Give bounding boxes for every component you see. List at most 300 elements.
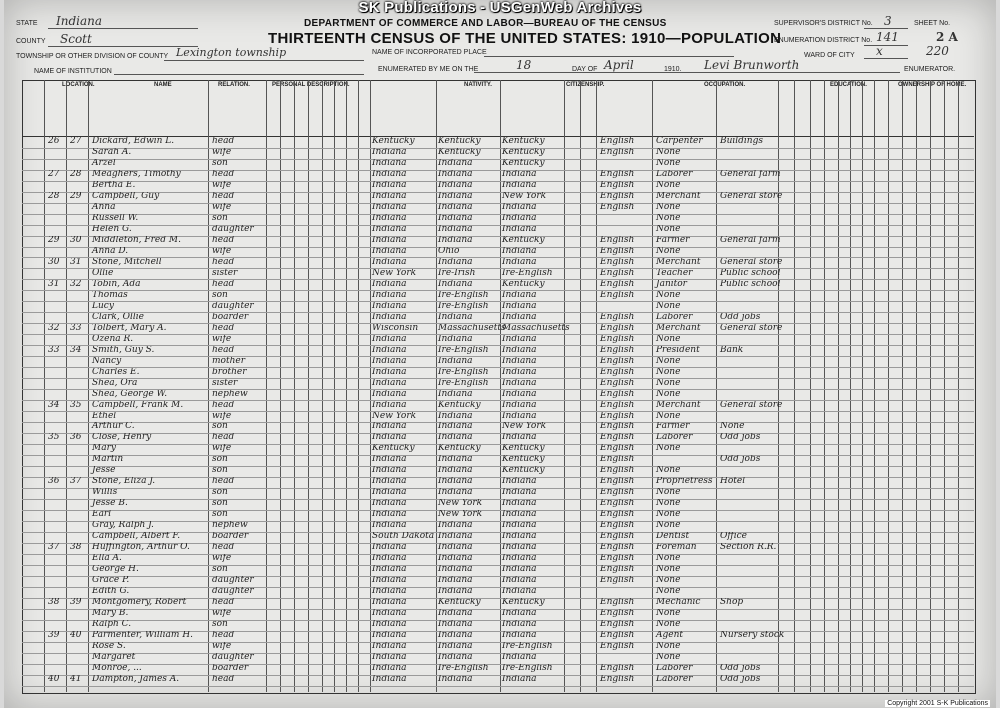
occupation: Agent bbox=[656, 631, 683, 641]
occupation: Laborer bbox=[656, 312, 693, 322]
enumerator-name: Levi Brunworth bbox=[704, 58, 800, 72]
occupation: Merchant bbox=[656, 400, 701, 410]
birthplace: Indiana bbox=[372, 345, 407, 355]
relation: head bbox=[212, 323, 235, 333]
occupation: None bbox=[656, 367, 681, 377]
father-birthplace: New York bbox=[438, 510, 483, 520]
person-name: Arthur C. bbox=[92, 422, 135, 432]
occupation: Merchant bbox=[656, 257, 701, 267]
dwelling-number: 36 bbox=[48, 477, 60, 487]
occupation: Merchant bbox=[656, 323, 701, 333]
table-row bbox=[22, 324, 974, 336]
language: English bbox=[600, 664, 635, 674]
mother-birthplace: Kentucky bbox=[502, 279, 545, 289]
birthplace: Indiana bbox=[372, 400, 407, 410]
mother-birthplace: Indiana bbox=[502, 532, 537, 542]
occupation: Merchant bbox=[656, 191, 701, 201]
occupation: Farmer bbox=[656, 235, 690, 245]
occupation: Teacher bbox=[656, 268, 693, 278]
industry: Odd jobs bbox=[720, 455, 761, 465]
industry: Nursery stock bbox=[720, 631, 785, 641]
language: English bbox=[600, 532, 635, 542]
father-birthplace: Kentucky bbox=[438, 400, 481, 410]
person-name: Thomas bbox=[92, 290, 128, 300]
father-birthplace: Ohio bbox=[438, 246, 460, 256]
occupation: None bbox=[656, 620, 681, 630]
relation: wife bbox=[212, 246, 232, 256]
family-number: 34 bbox=[70, 345, 82, 355]
industry: Buildings bbox=[720, 137, 763, 146]
mother-birthplace: Indiana bbox=[502, 609, 537, 619]
relation: head bbox=[212, 169, 235, 179]
mother-birthplace: Indiana bbox=[502, 378, 537, 388]
person-name: Mary B. bbox=[92, 609, 129, 619]
person-name: Jesse bbox=[92, 466, 116, 476]
birthplace: Wisconsin bbox=[372, 323, 419, 333]
family-number: 32 bbox=[70, 279, 82, 289]
occupation: None bbox=[656, 180, 681, 190]
industry: General farm bbox=[720, 235, 781, 245]
table-row bbox=[22, 422, 974, 434]
table-row bbox=[22, 664, 974, 676]
county-value: Scott bbox=[60, 32, 92, 46]
person-name: Shea, George W. bbox=[92, 389, 168, 399]
occupation: None bbox=[656, 334, 681, 344]
relation: head bbox=[212, 543, 235, 553]
occupation: None bbox=[656, 147, 681, 157]
township-label: TOWNSHIP OR OTHER DIVISION OF COUNTY bbox=[16, 53, 169, 60]
family-number: 37 bbox=[70, 477, 82, 487]
table-row bbox=[22, 247, 974, 259]
institution-label: NAME OF INSTITUTION bbox=[34, 68, 112, 75]
birthplace: Indiana bbox=[372, 312, 407, 322]
table-row bbox=[22, 236, 974, 248]
family-number: 28 bbox=[70, 169, 82, 179]
father-birthplace: Ire-Irish bbox=[438, 268, 476, 278]
father-birthplace: Massachusetts bbox=[438, 323, 506, 333]
person-name: Anna D. bbox=[92, 246, 129, 256]
birthplace: Indiana bbox=[372, 389, 407, 399]
language: English bbox=[600, 543, 635, 553]
dwelling-number: 39 bbox=[48, 631, 60, 641]
person-name: Shea, Ora bbox=[92, 378, 138, 388]
table-row bbox=[22, 653, 974, 665]
language: English bbox=[600, 169, 635, 179]
table-row bbox=[22, 598, 974, 610]
birthplace: Indiana bbox=[372, 290, 407, 300]
person-name: Clark, Ollie bbox=[92, 312, 144, 322]
father-birthplace: Indiana bbox=[438, 642, 473, 652]
person-name: Montgomery, Robert bbox=[92, 598, 187, 608]
table-row bbox=[22, 401, 974, 413]
person-name: Stone, Eliza J. bbox=[92, 477, 156, 487]
language: English bbox=[600, 642, 635, 652]
relation: son bbox=[212, 290, 228, 300]
table-row bbox=[22, 192, 974, 204]
table-row bbox=[22, 488, 974, 500]
relation: nephew bbox=[212, 389, 248, 399]
relation: wife bbox=[212, 444, 232, 454]
person-name: Tolbert, Mary A. bbox=[92, 323, 167, 333]
occupation: None bbox=[656, 499, 681, 509]
birthplace: Indiana bbox=[372, 466, 407, 476]
person-name: Campbell, Albert F. bbox=[92, 532, 181, 542]
birthplace: Indiana bbox=[372, 334, 407, 344]
birthplace: Indiana bbox=[372, 202, 407, 212]
occupation: None bbox=[656, 488, 681, 498]
group-name: NAME bbox=[154, 82, 172, 88]
person-name: Ella A. bbox=[92, 554, 122, 564]
year-label: 1910. bbox=[664, 66, 682, 73]
mother-birthplace: Indiana bbox=[502, 488, 537, 498]
mother-birthplace: Indiana bbox=[502, 499, 537, 509]
person-name: Margaret bbox=[92, 653, 136, 663]
table-row bbox=[22, 214, 974, 226]
occupation: Farmer bbox=[656, 422, 690, 432]
language: English bbox=[600, 268, 635, 278]
family-number: 31 bbox=[70, 257, 82, 267]
enumerated-month: April bbox=[604, 58, 634, 72]
ed-label: ENUMERATION DISTRICT No. bbox=[774, 37, 873, 44]
industry: General store bbox=[720, 323, 783, 333]
dwelling-number: 38 bbox=[48, 598, 60, 608]
table-row bbox=[22, 258, 974, 270]
language: English bbox=[600, 191, 635, 201]
language: English bbox=[600, 422, 635, 432]
person-name: Campbell, Guy bbox=[92, 191, 160, 201]
mother-birthplace: Indiana bbox=[502, 213, 537, 223]
family-number: 30 bbox=[70, 235, 82, 245]
father-birthplace: Indiana bbox=[438, 422, 473, 432]
father-birthplace: Indiana bbox=[438, 554, 473, 564]
father-birthplace: Indiana bbox=[438, 191, 473, 201]
language: English bbox=[600, 488, 635, 498]
mother-birthplace: Kentucky bbox=[502, 598, 545, 608]
supervisor-value: 3 bbox=[884, 14, 892, 28]
table-row bbox=[22, 499, 974, 511]
dwelling-number: 34 bbox=[48, 400, 60, 410]
language: English bbox=[600, 444, 635, 454]
mother-birthplace: Indiana bbox=[502, 521, 537, 531]
relation: head bbox=[212, 433, 235, 443]
sheet-label: SHEET No. bbox=[914, 20, 951, 27]
birthplace: Indiana bbox=[372, 180, 407, 190]
birthplace: Indiana bbox=[372, 499, 407, 509]
mother-birthplace: Indiana bbox=[502, 543, 537, 553]
occupation: None bbox=[656, 158, 681, 168]
language: English bbox=[600, 323, 635, 333]
occupation: None bbox=[656, 510, 681, 520]
birthplace: Indiana bbox=[372, 609, 407, 619]
relation: head bbox=[212, 477, 235, 487]
mother-birthplace: Kentucky bbox=[502, 444, 545, 454]
table-row bbox=[22, 477, 974, 489]
mother-birthplace: Indiana bbox=[502, 246, 537, 256]
relation: head bbox=[212, 598, 235, 608]
father-birthplace: Indiana bbox=[438, 411, 473, 421]
father-birthplace: Indiana bbox=[438, 169, 473, 179]
occupation: Carpenter bbox=[656, 137, 703, 146]
occupation: None bbox=[656, 444, 681, 454]
state-label: STATE bbox=[16, 20, 38, 27]
language: English bbox=[600, 257, 635, 267]
table-row bbox=[22, 225, 974, 237]
person-name: Mary bbox=[92, 444, 116, 454]
father-birthplace: Indiana bbox=[438, 466, 473, 476]
person-name: Martin bbox=[92, 455, 124, 465]
language: English bbox=[600, 246, 635, 256]
father-birthplace: Indiana bbox=[438, 455, 473, 465]
dwelling-number: 31 bbox=[48, 279, 60, 289]
family-number: 41 bbox=[70, 675, 82, 685]
table-row bbox=[22, 159, 974, 171]
father-birthplace: New York bbox=[438, 499, 483, 509]
father-birthplace: Indiana bbox=[438, 334, 473, 344]
enumerated-day: 18 bbox=[516, 58, 532, 72]
occupation: None bbox=[656, 290, 681, 300]
relation: head bbox=[212, 675, 235, 685]
relation: wife bbox=[212, 180, 232, 190]
relation: boarder bbox=[212, 664, 249, 674]
relation: daughter bbox=[212, 576, 254, 586]
mother-birthplace: Kentucky bbox=[502, 235, 545, 245]
person-name: Tobin, Ada bbox=[92, 279, 141, 289]
father-birthplace: Indiana bbox=[438, 653, 473, 663]
mother-birthplace: Indiana bbox=[502, 301, 537, 311]
birthplace: Indiana bbox=[372, 675, 407, 685]
person-name: Willis bbox=[92, 488, 118, 498]
birthplace: New York bbox=[372, 411, 417, 421]
column-headers bbox=[22, 80, 974, 137]
language: English bbox=[600, 565, 635, 575]
birthplace: Indiana bbox=[372, 488, 407, 498]
group-ownership: OWNERSHIP OF HOME. bbox=[898, 82, 967, 88]
occupation: Foreman bbox=[656, 543, 697, 553]
mother-birthplace: Indiana bbox=[502, 367, 537, 377]
birthplace: Indiana bbox=[372, 279, 407, 289]
birthplace: Indiana bbox=[372, 224, 407, 234]
occupation: None bbox=[656, 565, 681, 575]
occupation: Laborer bbox=[656, 433, 693, 443]
occupation: None bbox=[656, 609, 681, 619]
family-number: 36 bbox=[70, 433, 82, 443]
relation: son bbox=[212, 422, 228, 432]
table-row bbox=[22, 302, 974, 314]
occupation: None bbox=[656, 389, 681, 399]
language: English bbox=[600, 433, 635, 443]
industry: General store bbox=[720, 400, 783, 410]
mother-birthplace: Ire-English bbox=[502, 268, 553, 278]
group-personal: PERSONAL DESCRIPTION. bbox=[272, 82, 350, 88]
ward-label: WARD OF CITY bbox=[804, 52, 855, 59]
language: English bbox=[600, 609, 635, 619]
birthplace: Indiana bbox=[372, 664, 407, 674]
father-birthplace: Kentucky bbox=[438, 147, 481, 157]
family-number: 38 bbox=[70, 543, 82, 553]
mother-birthplace: Indiana bbox=[502, 631, 537, 641]
birthplace: Indiana bbox=[372, 367, 407, 377]
father-birthplace: Indiana bbox=[438, 543, 473, 553]
table-row bbox=[22, 620, 974, 632]
occupation: None bbox=[656, 642, 681, 652]
group-occupation: OCCUPATION. bbox=[704, 82, 746, 88]
dwelling-number: 35 bbox=[48, 433, 60, 443]
table-row bbox=[22, 587, 974, 599]
relation: son bbox=[212, 499, 228, 509]
relation: wife bbox=[212, 642, 232, 652]
relation: son bbox=[212, 488, 228, 498]
table-row bbox=[22, 510, 974, 522]
family-number: 39 bbox=[70, 598, 82, 608]
person-name: Ralph C. bbox=[92, 620, 132, 630]
table-row bbox=[22, 642, 974, 654]
father-birthplace: Kentucky bbox=[438, 444, 481, 454]
relation: wife bbox=[212, 609, 232, 619]
relation: son bbox=[212, 158, 228, 168]
occupation: None bbox=[656, 653, 681, 663]
relation: son bbox=[212, 565, 228, 575]
mother-birthplace: Indiana bbox=[502, 554, 537, 564]
census-title: THIRTEENTH CENSUS OF THE UNITED STATES: 1910—POPULATION bbox=[268, 30, 782, 47]
birthplace: Indiana bbox=[372, 257, 407, 267]
relation: head bbox=[212, 137, 235, 146]
group-relation: RELATION. bbox=[218, 82, 250, 88]
table-row bbox=[22, 137, 974, 149]
mother-birthplace: Kentucky bbox=[502, 158, 545, 168]
relation: head bbox=[212, 257, 235, 267]
relation: boarder bbox=[212, 312, 249, 322]
language: English bbox=[600, 312, 635, 322]
father-birthplace: Indiana bbox=[438, 576, 473, 586]
person-name: Smith, Guy S. bbox=[92, 345, 155, 355]
relation: brother bbox=[212, 367, 247, 377]
language: English bbox=[600, 554, 635, 564]
birthplace: Indiana bbox=[372, 620, 407, 630]
table-row bbox=[22, 576, 974, 588]
occupation: Dentist bbox=[656, 532, 690, 542]
father-birthplace: Indiana bbox=[438, 389, 473, 399]
father-birthplace: Indiana bbox=[438, 609, 473, 619]
county-label: COUNTY bbox=[16, 38, 46, 45]
birthplace: Indiana bbox=[372, 598, 407, 608]
language: English bbox=[600, 290, 635, 300]
language: English bbox=[600, 137, 635, 146]
table-row bbox=[22, 521, 974, 533]
table-row bbox=[22, 390, 974, 402]
table-row bbox=[22, 269, 974, 281]
language: English bbox=[600, 356, 635, 366]
relation: head bbox=[212, 631, 235, 641]
language: English bbox=[600, 235, 635, 245]
person-name: Helen G. bbox=[92, 224, 132, 234]
industry: General store bbox=[720, 257, 783, 267]
state-value: Indiana bbox=[56, 14, 103, 28]
father-birthplace: Ire-English bbox=[438, 367, 489, 377]
birthplace: Indiana bbox=[372, 147, 407, 157]
mother-birthplace: Indiana bbox=[502, 224, 537, 234]
occupation: None bbox=[656, 576, 681, 586]
language: English bbox=[600, 598, 635, 608]
person-name: Arzel bbox=[92, 158, 116, 168]
mother-birthplace: Ire-English bbox=[502, 664, 553, 674]
father-birthplace: Indiana bbox=[438, 279, 473, 289]
mother-birthplace: Indiana bbox=[502, 510, 537, 520]
mother-birthplace: Indiana bbox=[502, 675, 537, 685]
birthplace: Indiana bbox=[372, 378, 407, 388]
person-name: Grace P. bbox=[92, 576, 130, 586]
mother-birthplace: Indiana bbox=[502, 587, 537, 597]
table-row bbox=[22, 466, 974, 478]
father-birthplace: Indiana bbox=[438, 532, 473, 542]
person-name: Dickard, Edwin L. bbox=[92, 137, 175, 146]
relation: son bbox=[212, 455, 228, 465]
father-birthplace: Ire-English bbox=[438, 290, 489, 300]
birthplace: Indiana bbox=[372, 543, 407, 553]
dwelling-number: 32 bbox=[48, 323, 60, 333]
industry: Odd jobs bbox=[720, 312, 761, 322]
birthplace: Indiana bbox=[372, 587, 407, 597]
occupation: President bbox=[656, 345, 700, 355]
mother-birthplace: Indiana bbox=[502, 653, 537, 663]
language: English bbox=[600, 477, 635, 487]
mother-birthplace: Indiana bbox=[502, 290, 537, 300]
father-birthplace: Ire-English bbox=[438, 345, 489, 355]
table-row bbox=[22, 532, 974, 544]
mother-birthplace: Indiana bbox=[502, 565, 537, 575]
industry: Hotel bbox=[720, 477, 746, 487]
ed-value: 141 bbox=[876, 30, 899, 44]
dwelling-number: 27 bbox=[48, 169, 60, 179]
mother-birthplace: Kentucky bbox=[502, 455, 545, 465]
group-nativity: NATIVITY. bbox=[464, 82, 492, 88]
father-birthplace: Ire-English bbox=[438, 301, 489, 311]
relation: wife bbox=[212, 411, 232, 421]
industry: General farm bbox=[720, 169, 781, 179]
table-row bbox=[22, 291, 974, 303]
occupation: Janitor bbox=[656, 279, 687, 289]
birthplace: Indiana bbox=[372, 158, 407, 168]
person-name: Close, Henry bbox=[92, 433, 152, 443]
relation: sister bbox=[212, 378, 238, 388]
occupation: None bbox=[656, 224, 681, 234]
industry: Odd jobs bbox=[720, 675, 761, 685]
table-row bbox=[22, 280, 974, 292]
language: English bbox=[600, 180, 635, 190]
birthplace: Kentucky bbox=[372, 137, 415, 146]
language: English bbox=[600, 631, 635, 641]
person-name: Lucy bbox=[92, 301, 114, 311]
person-name: Nancy bbox=[92, 356, 122, 366]
table-row bbox=[22, 631, 974, 643]
relation: boarder bbox=[212, 532, 249, 542]
mother-birthplace: Kentucky bbox=[502, 466, 545, 476]
mother-birthplace: Indiana bbox=[502, 576, 537, 586]
birthplace: Indiana bbox=[372, 477, 407, 487]
birthplace: Indiana bbox=[372, 653, 407, 663]
table-row bbox=[22, 675, 974, 687]
relation: sister bbox=[212, 268, 238, 278]
language: English bbox=[600, 521, 635, 531]
birthplace: Indiana bbox=[372, 191, 407, 201]
industry: Odd jobs bbox=[720, 433, 761, 443]
occupation: Laborer bbox=[656, 675, 693, 685]
family-number: 29 bbox=[70, 191, 82, 201]
table-row bbox=[22, 170, 974, 182]
mother-birthplace: New York bbox=[502, 191, 547, 201]
census-sheet bbox=[4, 0, 996, 708]
father-birthplace: Indiana bbox=[438, 224, 473, 234]
relation: daughter bbox=[212, 587, 254, 597]
